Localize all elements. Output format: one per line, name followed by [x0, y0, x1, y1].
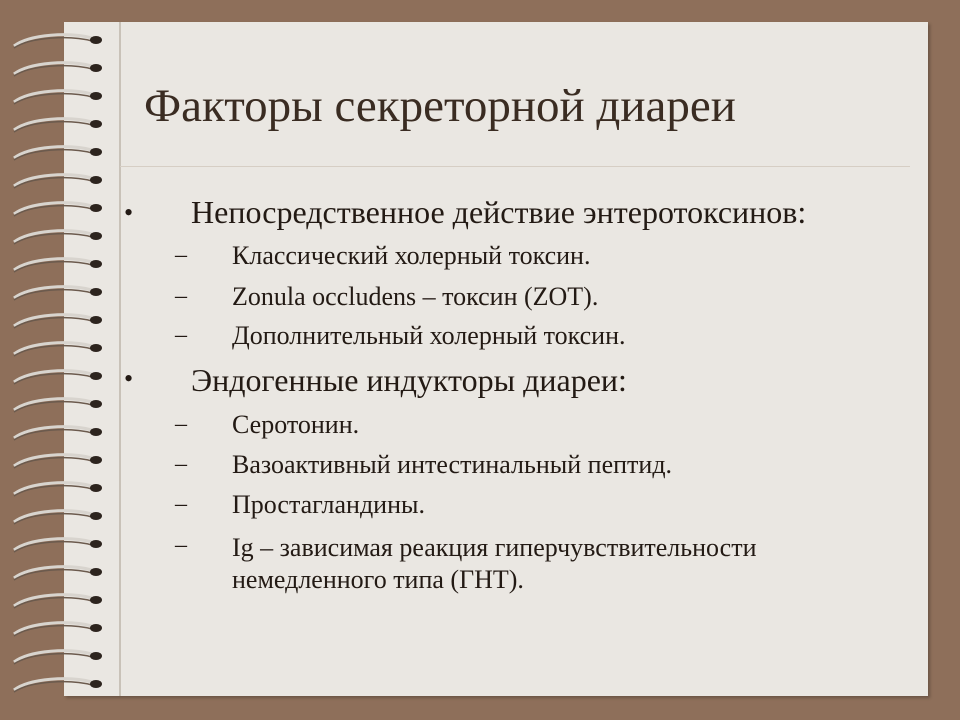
- dash-mark: –: [175, 283, 187, 309]
- dash-mark: –: [175, 242, 187, 268]
- dash-mark: –: [175, 322, 187, 348]
- slide-title: Факторы секреторной диареи: [144, 80, 736, 132]
- dash-mark: –: [175, 491, 187, 517]
- bullet-mark: •: [124, 364, 134, 393]
- dash-mark: –: [175, 451, 187, 477]
- sub-item: Вазоактивный интестинальный пептид.: [232, 450, 673, 479]
- bullet-text: Непосредственное действие энтеротоксинов:: [191, 194, 807, 230]
- sub-item: Zonula occludens – токсин (ZOT).: [232, 282, 599, 311]
- sub-item: Ig – зависимая реакция гиперчувствительности немедленного типа (ГНТ).: [232, 533, 757, 594]
- bullet-mark: •: [124, 198, 134, 227]
- dash-mark: –: [175, 411, 187, 437]
- sub-item: Простагландины.: [232, 490, 425, 519]
- sub-item: Дополнительный холерный токсин.: [232, 321, 626, 350]
- sub-item: Серотонин.: [232, 410, 360, 439]
- bullet-text: Эндогенные индукторы диареи:: [191, 362, 627, 398]
- dash-mark: –: [175, 532, 187, 558]
- sub-item: Классический холерный токсин.: [232, 241, 591, 270]
